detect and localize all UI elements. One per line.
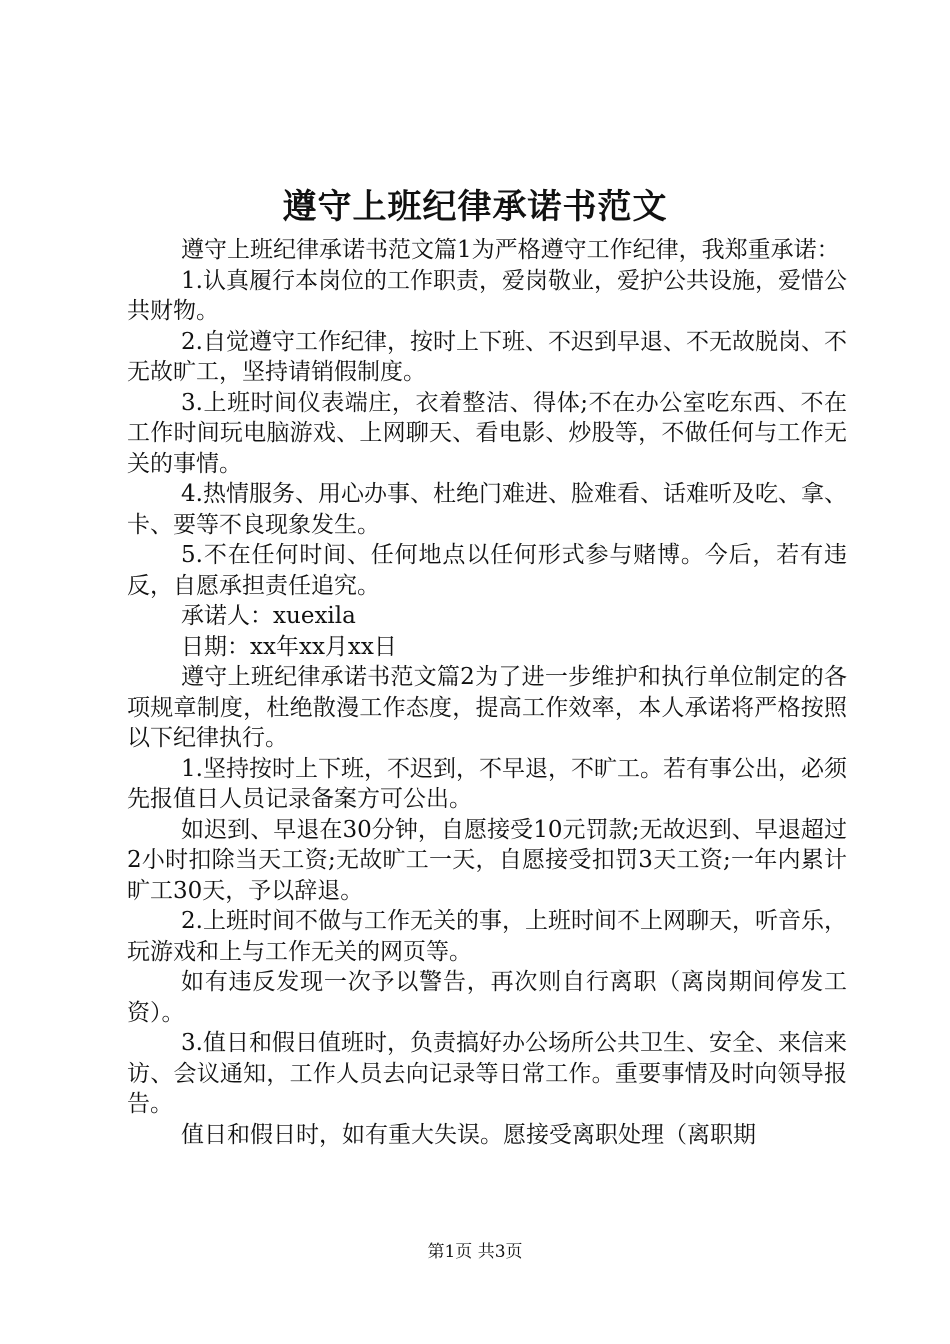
signatory-line: 承诺人：xuexila bbox=[181, 603, 356, 629]
paragraph: 3.上班时间仪表端庄，衣着整洁、得体;不在办公室吃东西、不在工作时间玩电脑游戏、上网聊天、看电影、炒股等，不做任何与工作无关的事情。 bbox=[127, 389, 847, 477]
date-line: 日期：xx年xx月xx日 bbox=[181, 633, 397, 660]
paragraph: 5.不在任何时间、任何地点以任何形式参与赌博。今后，若有违反，自愿承担责任追究。 bbox=[127, 542, 847, 599]
page-footer: 第1页 共3页 bbox=[427, 1242, 523, 1262]
paragraph: 如迟到、早退在30分钟，自愿接受10元罚款;无故迟到、早退超过2小时扣除当天工资;无故旷工一天，自愿接受扣罚3天工资;一年内累计旷工30天，予以辞退。 bbox=[127, 816, 847, 904]
paragraph: 遵守上班纪律承诺书范文篇1为严格遵守工作纪律，我郑重承诺： bbox=[181, 237, 840, 263]
paragraph: 1.坚持按时上下班，不迟到，不早退，不旷工。若有事公出，必须先报值日人员记录备案方可公出。 bbox=[127, 755, 847, 812]
paragraph: 2.上班时间不做与工作无关的事，上班时间不上网聊天，听音乐，玩游戏和上与工作无关的网页等。 bbox=[127, 908, 847, 965]
paragraph: 值日和假日时，如有重大失误。愿接受离职处理（离职期 bbox=[181, 1121, 757, 1148]
paragraph: 如有违反发现一次予以警告，再次则自行离职（离岗期间停发工资）。 bbox=[127, 969, 847, 1026]
paragraph: 遵守上班纪律承诺书范文篇2为了进一步维护和执行单位制定的各项规章制度，杜绝散漫工作态度，提高工作效率，本人承诺将严格按照以下纪律执行。 bbox=[127, 664, 847, 751]
paragraph: 1.认真履行本岗位的工作职责，爱岗敬业，爱护公共设施，爱惜公共财物。 bbox=[127, 267, 847, 324]
paragraph: 4.热情服务、用心办事、杜绝门难进、脸难看、话难听及吃、拿、卡、要等不良现象发生。 bbox=[127, 481, 847, 538]
paragraph: 2.自觉遵守工作纪律，按时上下班、不迟到早退、不无故脱岗、不无故旷工，坚持请销假制度。 bbox=[127, 328, 847, 385]
document-body bbox=[127, 235, 847, 1150]
document-title: 遵守上班纪律承诺书范文 bbox=[282, 187, 668, 227]
paragraph: 3.值日和假日值班时，负责搞好办公场所公共卫生、安全、来信来访、会议通知，工作人员去向记录等日常工作。重要事情及时向领导报告。 bbox=[127, 1030, 847, 1117]
